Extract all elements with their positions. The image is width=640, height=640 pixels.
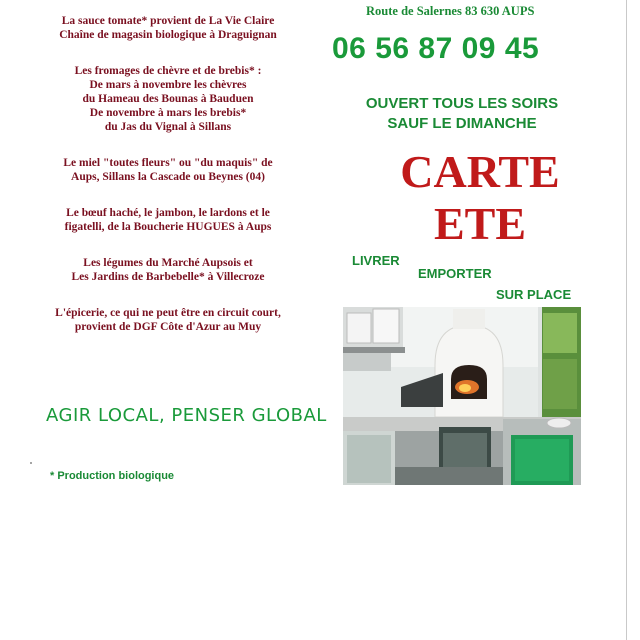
menu-title-line: CARTE xyxy=(400,146,560,197)
text-line: De mars à novembre les chèvres xyxy=(89,79,247,91)
service-takeaway: EMPORTER xyxy=(418,266,492,281)
text-line: Aups, Sillans la Cascade ou Beynes (04) xyxy=(71,171,265,183)
decorative-dot xyxy=(30,462,32,464)
text-line: Les Jardins de Barbebelle* à Villecroze xyxy=(71,271,265,283)
paragraph-tomato-sauce xyxy=(18,14,318,42)
opening-hours xyxy=(330,94,594,134)
text-line: Chaîne de magasin biologique à Draguignan xyxy=(59,29,277,41)
service-dine-in: SUR PLACE xyxy=(496,287,572,302)
text-line: De novembre à mars les brebis* xyxy=(89,107,247,119)
paragraph-grocery xyxy=(18,306,318,334)
opening-line: OUVERT TOUS LES SOIRS xyxy=(365,95,559,112)
paragraph-honey xyxy=(18,156,318,184)
paragraph-vegetables xyxy=(18,256,318,284)
opening-line: SAUF LE DIMANCHE xyxy=(387,115,537,132)
text-line: du Jas du Vignal à Sillans xyxy=(104,121,232,133)
menu-title-line: ETE xyxy=(433,198,527,249)
text-line: L'épicerie, ce qui ne peut être en circuit court, xyxy=(55,307,281,319)
address: Route de Salernes 83 630 AUPS xyxy=(366,4,535,18)
sourcing-column xyxy=(18,14,318,356)
text-line: provient de DGF Côte d'Azur au Muy xyxy=(74,321,262,333)
pizza-oven-kitchen-photo xyxy=(343,307,581,485)
slogan: AGIR LOCAL, PENSER GLOBAL xyxy=(46,405,327,426)
footnote-organic: * Production biologique xyxy=(50,470,175,482)
paragraph-cheeses xyxy=(18,64,318,134)
text-line: Le miel "toutes fleurs" ou "du maquis" de xyxy=(63,157,273,169)
text-line: Les légumes du Marché Aupsois et xyxy=(83,257,253,269)
text-line: figatelli, de la Boucherie HUGUES à Aups xyxy=(64,221,272,233)
service-delivery: LIVRER xyxy=(352,253,400,268)
text-line: Les fromages de chèvre et de brebis* : xyxy=(74,65,262,77)
page-edge-line xyxy=(626,0,627,640)
text-line: Le bœuf haché, le jambon, le lardons et le xyxy=(66,207,270,219)
phone-number: 06 56 87 09 45 xyxy=(332,32,540,65)
text-line: La sauce tomate* provient de La Vie Claire xyxy=(61,15,275,27)
text-line: du Hameau des Bounas à Bauduen xyxy=(82,93,254,105)
menu-title xyxy=(330,146,630,250)
paragraph-meat xyxy=(18,206,318,234)
